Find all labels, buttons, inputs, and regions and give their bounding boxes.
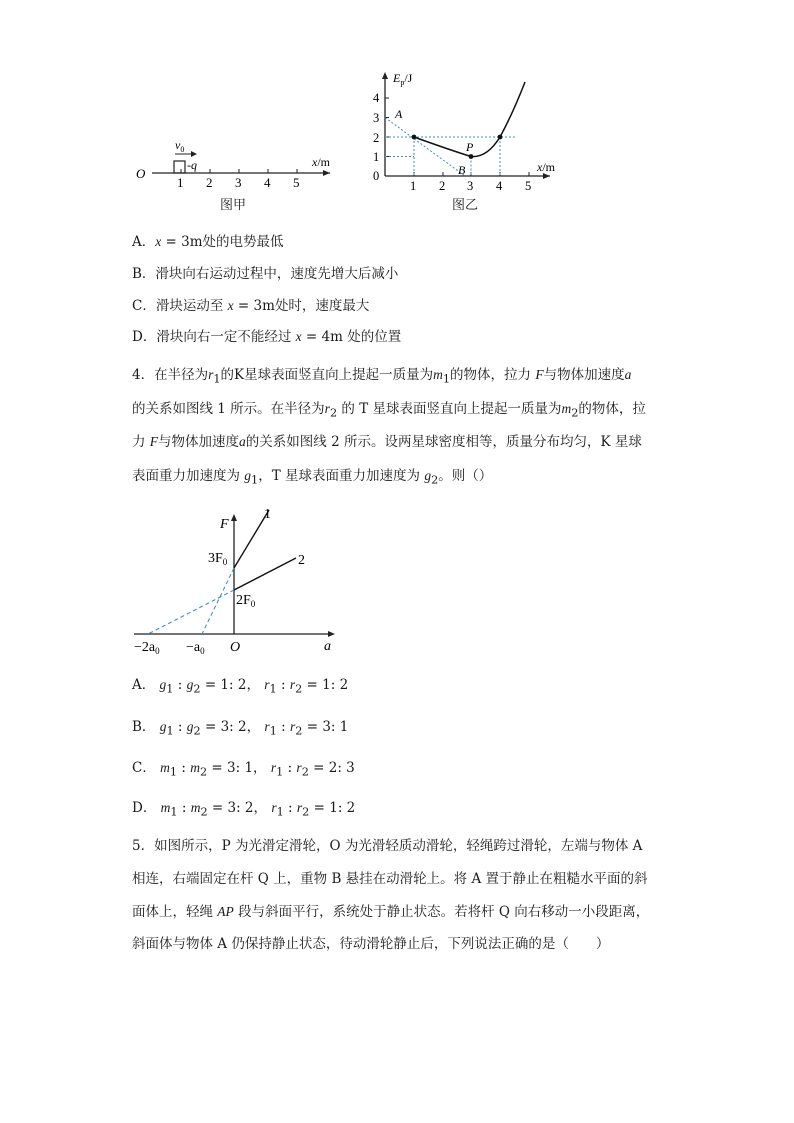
x-tick-label: 3 [467,179,474,193]
q3-option-c: C．滑块运动至 x = 3m处时，速度最大 [132,298,370,314]
y-tick-label: 1 [373,150,380,164]
line-2-label: 2 [298,553,305,568]
f-axis-label: F [220,517,229,532]
v0-label: $v_0$ [175,138,185,154]
point-a-label: A [395,107,403,121]
tick-label: 1 [177,175,184,190]
q4-line-4: 表面重力加速度为 $g_1$，T 星球表面重力加速度为 $g_2$。则（） [132,468,493,487]
label-3f0: $3F_0$ [208,551,228,567]
x-tick-label: 4 [496,179,503,193]
y-tick-label: 2 [373,131,380,145]
q5-line-4: 斜面体与物体 A 仍保持静止状态，待动滑轮静止后，下列说法正确的是（ ） [132,936,610,952]
slider-block [174,161,185,173]
guide-lines [385,118,515,177]
y-tick-label: 3 [373,111,380,125]
curve-point [412,135,417,140]
q4-option-c: C． $m_1$ : $m_2 = 3$: 1， $r_1$ : $r_2 = 2$: 3 [132,760,355,779]
q4-line-3: 力 F与物体加速度a的关系如图线 2 所示。设两星球密度相等，质量分布均匀，K 星球 [132,434,642,450]
velocity-arrowhead [191,151,197,157]
line-2-extension [148,590,234,634]
origin-label: 0 [373,169,380,183]
q3-option-a: A．x = 3m处的电势最低 [132,234,284,250]
caption-yi: 图乙 [452,198,479,213]
caption-jia: 图甲 [220,198,247,213]
q5-line-3: 面体上，轻绳 AP 段与斜面平行，系统处于静止状态。若将杆 Q 向右移动一小段距离， [132,904,650,920]
q4-line-2: 的关系如图线 1 所示。在半径为$r_2$ 的 T 星球表面竖直向上提起一质量为$m_2$的物体，拉 [132,401,646,420]
x-tick-label: 5 [525,179,532,193]
label-2f0: $2F_0$ [236,593,256,609]
q4-option-d: D． $m_1$ : $m_2 = 3$: 2， $r_1$ : $r_2 = 1$: 2 [132,800,356,819]
x-axis-arrow [323,170,330,176]
x-axis-label: x/m [537,160,555,174]
tick-label: 5 [293,175,300,190]
line-1-label: 1 [264,507,271,522]
f-axis-arrow [231,514,237,521]
line-1-extension [202,568,234,634]
a-axis-arrow [328,631,335,637]
q4-line-1: 4．在半径为$r_1$的K星球表面竖直向上提起一质量为$m_1$的物体，拉力 F与物体加速度a [132,367,632,386]
label-neg-a0: $-a_0$ [186,640,205,656]
q4-option-a: A． $g_1$ : $g_2 = 1$: 2， $r_1$ : $r_2 = 1$: 2 [132,677,349,696]
origin-label: O [136,166,146,181]
force-acceleration-graph [128,500,358,660]
origin-label: O [230,640,241,655]
y-axis-arrow [382,72,388,79]
q4-option-b: B． $g_1$ : $g_2 = 3$: 2， $r_1$ : $r_2 = 3$: 1 [132,719,349,738]
x-tick-label: 2 [439,179,446,193]
curve-point [498,135,503,140]
curve-point-p [469,154,474,159]
x-tick-label: 1 [410,179,417,193]
q3-option-d: D．滑块向右一定不能经过 x = 4m 处的位置 [132,329,402,345]
q3-option-b: B．滑块向右运动过程中，速度先增大后减小 [132,266,399,282]
y-tick-label: 4 [373,91,380,105]
point-p-label: P [466,140,474,154]
graph-line-2 [234,558,296,590]
q5-line-2: 相连，右端固定在杆 Q 上，重物 B 悬挂在动滑轮上。将 A 置于静止在粗糙水平面的斜 [132,871,648,887]
q5-line-1: 5．如图所示，P 为光滑定滑轮，O 为光滑轻质动滑轮，轻绳跨过滑轮，左端与物体 A [132,838,643,854]
tick-label: 3 [235,175,242,190]
tick-label: 4 [264,175,271,190]
figure-yi [360,68,570,198]
charge-label: -q [187,158,197,172]
a-axis-label: a [324,639,331,654]
label-neg-2a0: $-2a_0$ [134,640,160,656]
x-axis-label: x/m [312,155,330,169]
tick-label: 2 [206,175,213,190]
y-axis-label: $E_p/J$ [393,71,413,87]
point-b-label: B [458,163,466,177]
